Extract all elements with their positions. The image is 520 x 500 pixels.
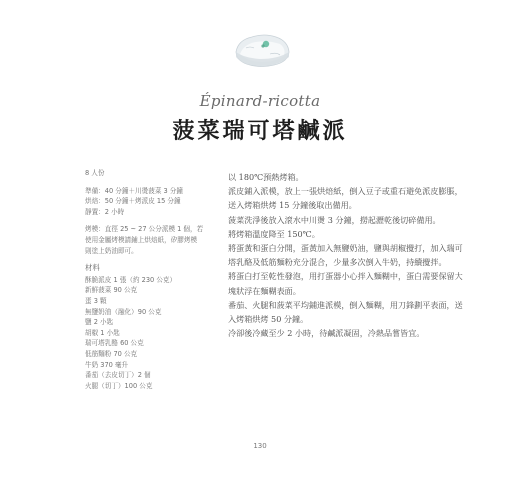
ingredient-item: 無鹽奶油（融化）90 公克 (85, 307, 162, 316)
prep-time: 準備：40 分鐘＋川燙菠菜 3 分鐘 (85, 186, 183, 195)
ingredient-item: 火腿（切丁）100 公克 (85, 381, 153, 390)
recipe-title-french: Épinard-ricotta (199, 92, 321, 110)
mold-info: 烤模：直徑 25 ~ 27 公分派模 1 個，若 (85, 225, 204, 234)
step-line: 將烤箱溫度降至 150℃。 (228, 228, 320, 239)
step-line: 將蛋黃和蛋白分開，蛋黃加入無鹽奶油，鹽與胡椒攪打，加入瑞可 (228, 243, 463, 254)
ingredient-item: 牛奶 370 毫升 (85, 360, 129, 369)
step-line: 派皮鋪入派模，放上一張烘焙紙，倒入豆子或重石避免派皮膨脹， (228, 186, 463, 197)
ingredient-item: 胡椒 1 小匙 (85, 328, 120, 337)
step-line: 塔乳酪及低筋麵粉充分混合，少量多次倒入牛奶，持續攪拌。 (228, 257, 447, 268)
page-number: 130 (253, 442, 267, 450)
servings: 8 人份 (85, 169, 105, 177)
ingredient-item: 新鮮菠菜 90 公克 (85, 286, 138, 295)
recipe-info-column (85, 168, 210, 391)
step-line: 菠菜洗淨後放入滾水中川燙 3 分鐘，撈起瀝乾後切碎備用。 (228, 214, 441, 225)
step-line: 以 180℃預熱烤箱。 (228, 172, 304, 182)
ricotta-illustration-icon (230, 28, 294, 72)
ingredient-item: 蛋 3 顆 (85, 296, 107, 305)
ingredient-item: 酥脆派皮 1 張（約 230 公克） (85, 275, 177, 284)
ingredient-item: 瑞可塔乳酪 60 公克 (85, 339, 144, 348)
step-line: 入烤箱烘烤 50 分鐘。 (228, 314, 309, 325)
bake-time: 烘焙：50 分鐘＋烤派皮 15 分鐘 (85, 197, 181, 206)
step-line: 將蛋白打至乾性發泡，用打蛋器小心拌入麵糊中，蛋白需要保留大 (228, 271, 463, 282)
step-line: 冷卻後冷藏至少 2 小時，待鹹派凝固，冷熱品嘗皆宜。 (228, 328, 425, 339)
step-line: 番茄、火腿和菠菜平均鋪進派模，倒入麵糊，用刀鋒劃平表面，送 (228, 299, 463, 310)
ingredient-item: 低筋麵粉 70 公克 (85, 349, 138, 358)
rest-time: 靜置：2 小時 (85, 207, 125, 216)
ingredient-item: 番茄（去皮切丁）2 個 (85, 371, 151, 380)
ingredients-heading: 材料 (85, 263, 100, 273)
step-line: 送入烤箱烘烤 15 分鐘後取出備用。 (228, 200, 357, 211)
recipe-title-chinese: 菠菜瑞可塔鹹派 (172, 118, 348, 144)
mold-info: 使用金屬烤模請鋪上烘焙紙，矽膠烤模 (85, 235, 198, 244)
ingredient-item: 鹽 2 小匙 (85, 318, 114, 327)
step-line: 塊狀浮在麵糊表面。 (228, 285, 301, 296)
mold-info: 則塗上奶油即可。 (85, 246, 138, 255)
recipe-steps-column (228, 170, 478, 340)
